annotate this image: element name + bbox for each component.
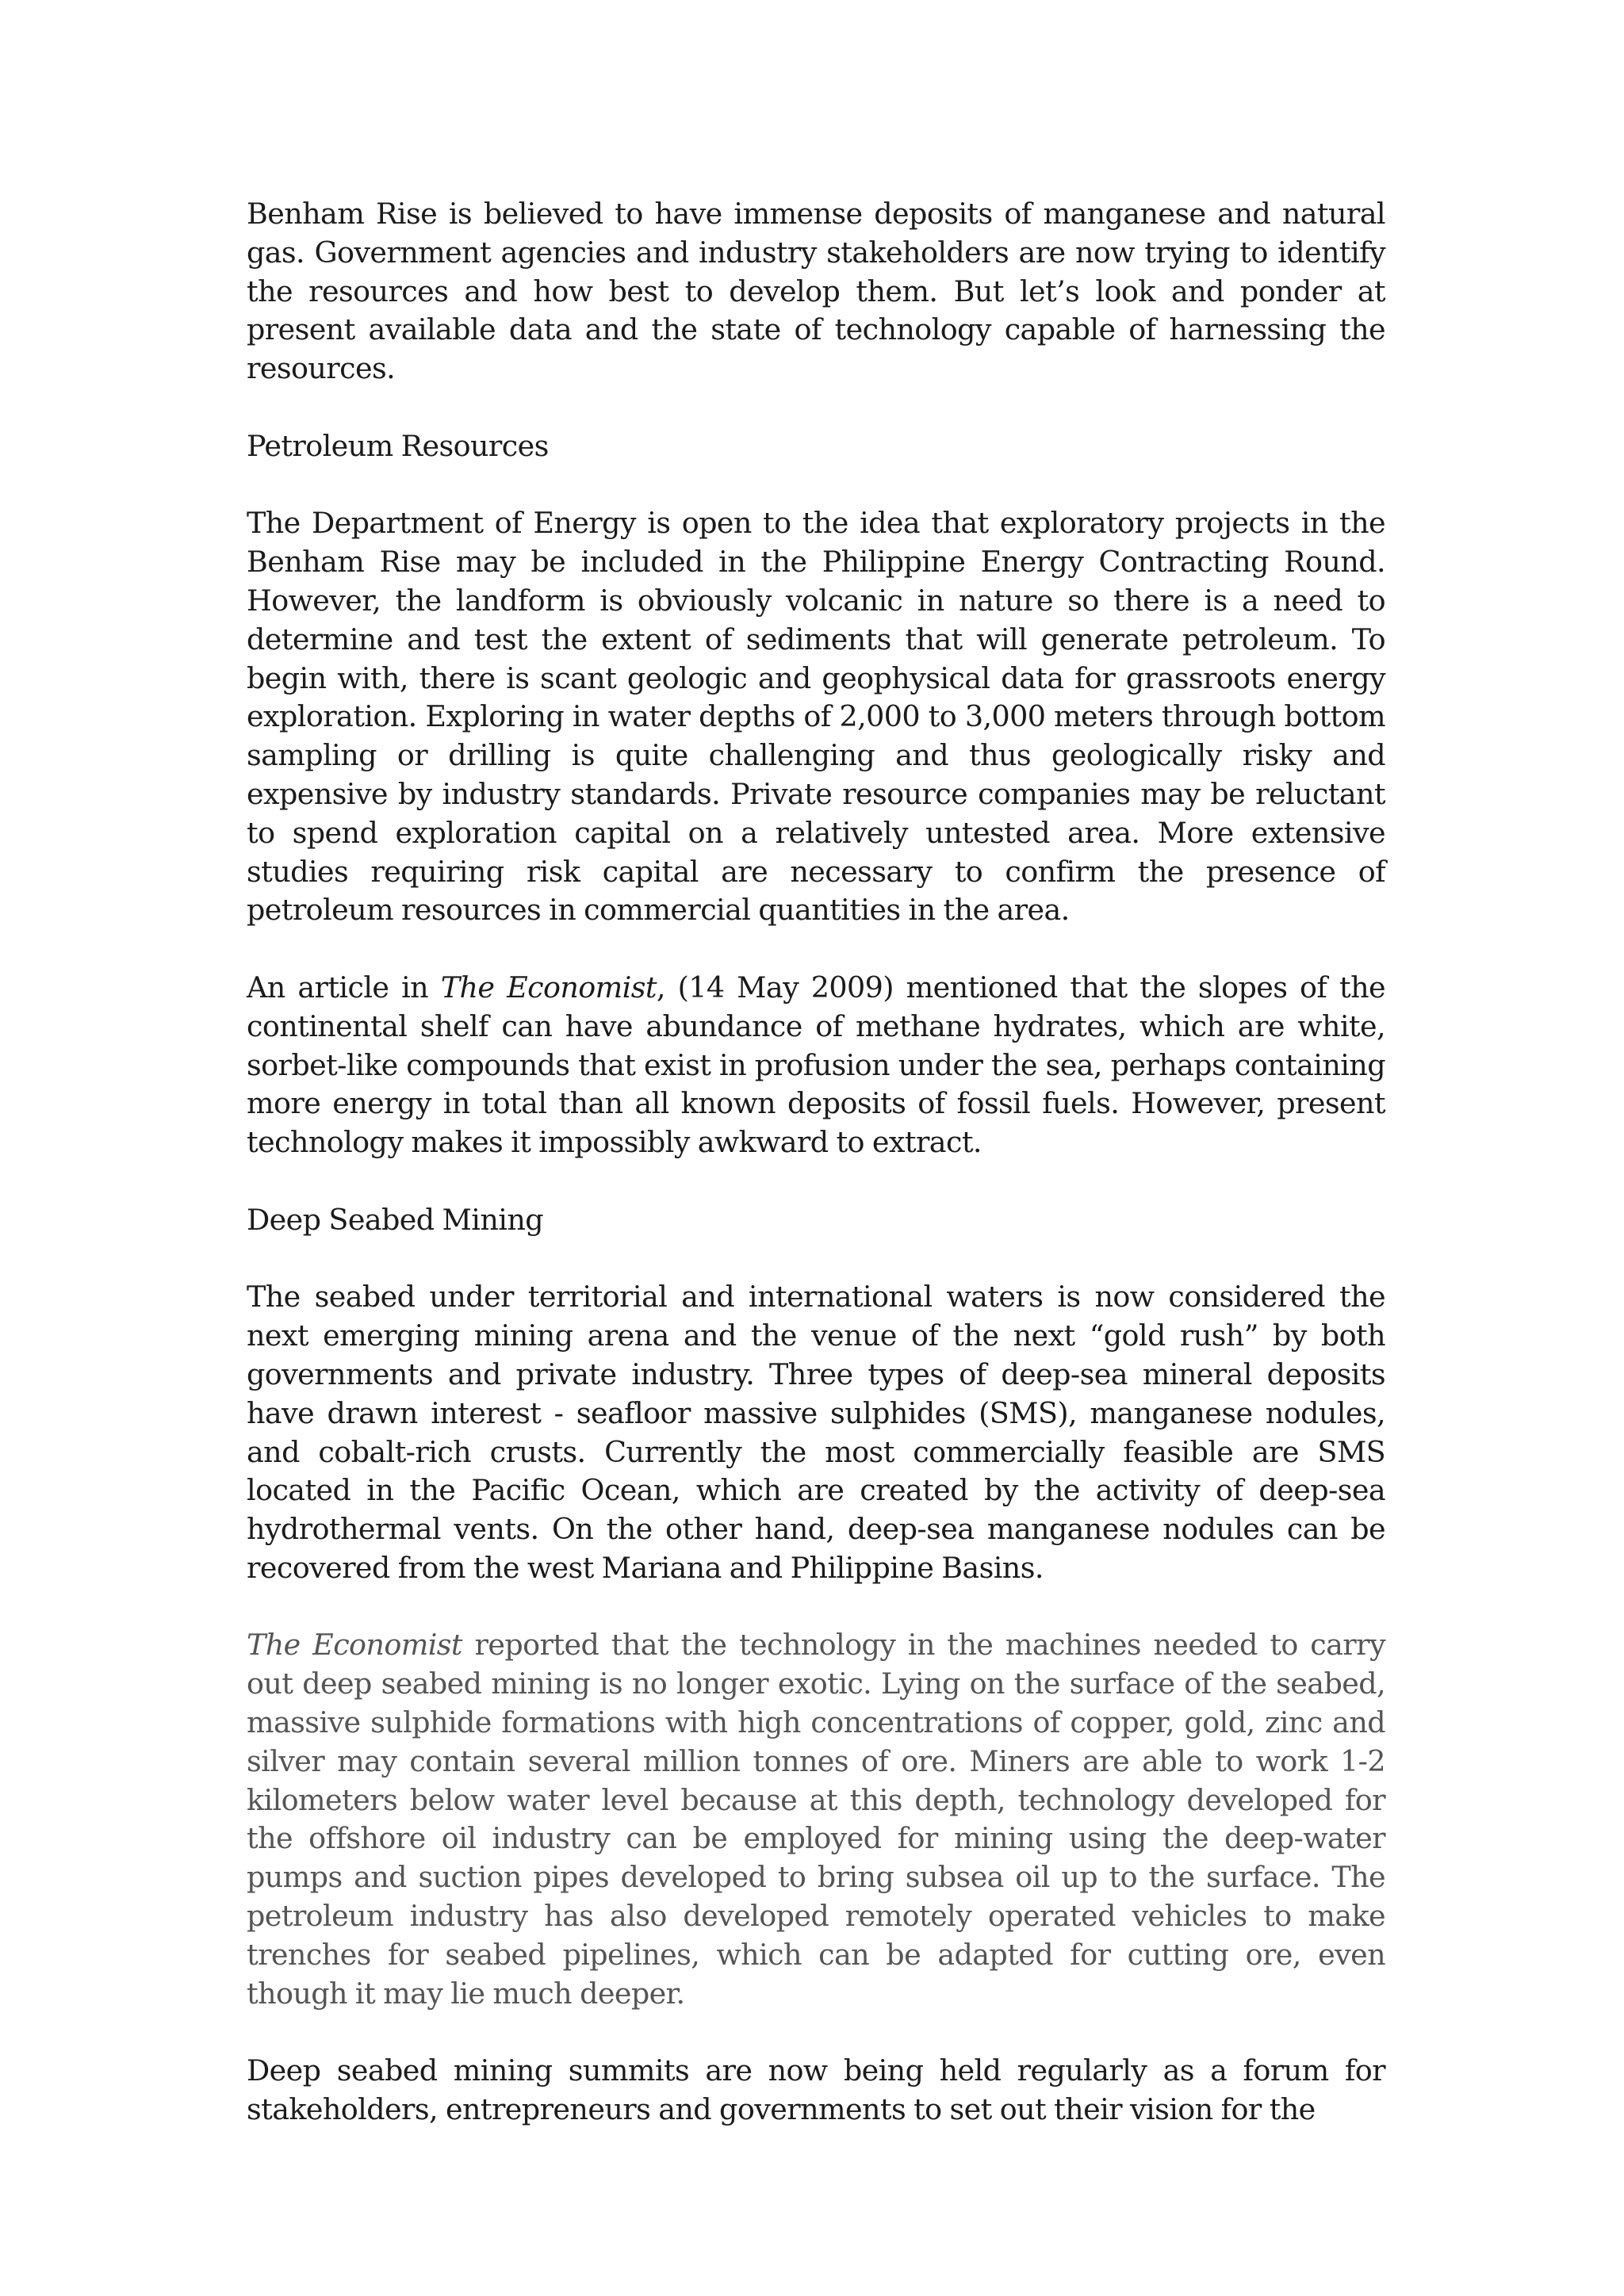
section-heading-deep-seabed-mining: Deep Seabed Mining <box>247 1202 544 1237</box>
intro-paragraph: Benham Rise is believed to have immense deposits of manganese and natural gas. Government agencies and industry stakeholders are now trying to identify the resources and how best to develop them. But let’s look and ponder at present available data and the state of technology capable of harnessing the resources. <box>247 197 1385 386</box>
publication-title: The Economist <box>440 970 657 1004</box>
petroleum-paragraph: The Department of Energy is open to the idea that exploratory projects in the Benham Rise may be included in the Philippine Energy Contracting Round. However, the landform is obviously volcanic in nature so there is a need to determine and test the extent of sediments that will generate petroleum. To begin with, there is scant geologic and geophysical data for grassroots energy exploration. Exploring in water depths of 2,000 to 3,000 meters through bottom sampling or drilling is quite challenging and thus geologically risky and expensive by industry standards. Private resource companies may be reluctant to spend exploration capital on a relatively untested area. More extensive studies requiring risk capital are necessary to confirm the presence of petroleum resources in commercial quantities in the area. <box>247 506 1385 928</box>
section-heading-petroleum: Petroleum Resources <box>247 428 549 463</box>
publication-title: The Economist <box>247 1628 463 1663</box>
economist-paragraph-body: , (14 May 2009) mentioned that the slopes of the continental shelf can have abundance of methane hydrates, which are white, sorbet-like compounds that exist in profusion under the sea, perhaps containing more energy in total than all known deposits of fossil fuels. However, present technology makes it impossibly awkward to extract. <box>247 970 1385 1160</box>
document-page <box>247 195 1385 2130</box>
mining-paragraph: The seabed under territorial and international waters is now considered the next emerging mining arena and the venue of the next “gold rush” by both governments and private industry. Three types of deep-sea mineral deposits have drawn interest - seafloor massive sulphides (SMS), manganese nodules, and cobalt-rich crusts. Currently the most commercially feasible are SMS located in the Pacific Ocean, which are created by the activity of deep-sea hydrothermal vents. On the other hand, deep-sea manganese nodules can be recovered from the west Mariana and Philippine Basins. <box>247 1280 1385 1585</box>
summits-paragraph: Deep seabed mining summits are now being held regularly as a forum for stakeholders, entrepreneurs and governments to set out their vision for the <box>247 2053 1385 2127</box>
economist-report-paragraph <box>247 1626 1385 2013</box>
economist-report-body: reported that the technology in the machines needed to carry out deep seabed mining is no longer exotic. Lying on the surface of the seabed, massive sulphide formations with high concentrations of copper, gold, zinc and silver may contain several million tonnes of ore. Miners are able to work 1-2 kilometers below water level because at this depth, technology developed for the offshore oil industry can be employed for mining using the deep-water pumps and suction pipes developed to bring subsea oil up to the surface. The petroleum industry has also developed remotely operated vehicles to make trenches for seabed pipelines, which can be adapted for cutting ore, even though it may lie much deeper. <box>247 1628 1386 2011</box>
economist-article-paragraph <box>247 969 1385 1162</box>
economist-paragraph-prefix: An article in <box>247 970 441 1004</box>
